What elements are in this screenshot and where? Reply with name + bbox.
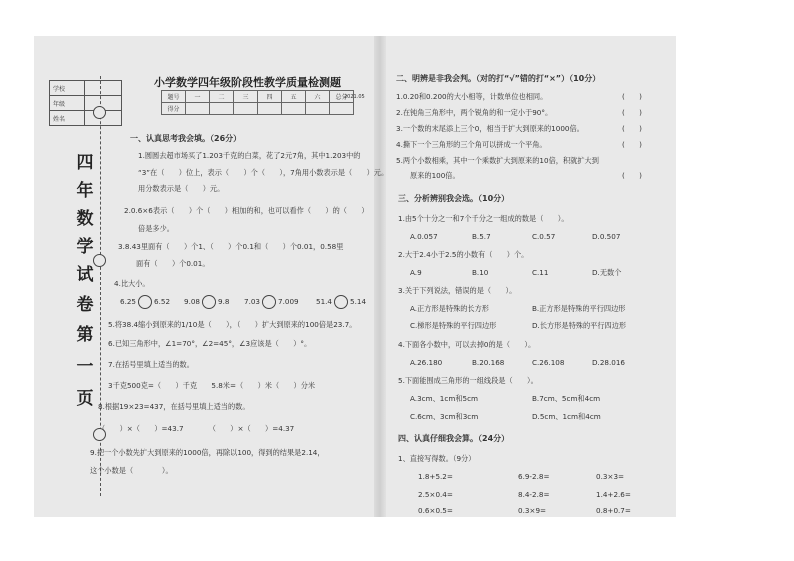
choice-option[interactable]: A.0.057 — [410, 232, 438, 241]
exam-paper — [34, 36, 676, 517]
score-cell[interactable] — [282, 103, 306, 115]
calc-item: 2.5×0.4= — [418, 490, 453, 499]
judge-item: 1.0.20和0.200的大小相等，计数单位也相同。 — [396, 92, 548, 101]
side-char: 年 — [76, 181, 94, 201]
score-head: 总分 — [330, 91, 354, 103]
answer-paren[interactable]: ( ) — [622, 124, 642, 133]
choice-option[interactable]: D.长方形是特殊的平行四边形 — [532, 321, 627, 330]
score-cell[interactable] — [258, 103, 282, 115]
compare-circle-icon[interactable] — [202, 295, 216, 309]
choice-question: 3.关于下列说法，错误的是（ ）。 — [398, 286, 517, 295]
question-text: 1.圆圆去超市场买了1.203千克的白菜，花了2元7角，其中1.203中的 — [138, 151, 361, 160]
score-cell[interactable] — [210, 103, 234, 115]
calc-item: 8.4-2.8= — [518, 490, 550, 499]
choice-option[interactable]: A.3cm、1cm和5cm — [410, 394, 479, 403]
judge-item: 4.撕下一个三角形的三个角可以拼成一个平角。 — [396, 140, 547, 149]
question-text: 5.将38.4缩小到原来的1/10是（ ），（ ）扩大到原来的100倍是23.7。 — [108, 320, 357, 329]
compare-item — [244, 295, 299, 309]
choice-option[interactable]: C.梯形是特殊的平行四边形 — [410, 321, 497, 330]
question-text: （ ）×（ ）=43.7 （ ）×（ ）=4.37 — [98, 424, 295, 433]
choice-option[interactable]: A.正方形是特殊的长方形 — [410, 304, 489, 313]
compare-item — [316, 295, 366, 309]
compare-value: 5.14 — [350, 297, 367, 306]
compare-value: 9.08 — [184, 297, 201, 306]
choice-option[interactable]: A.9 — [410, 268, 422, 277]
exam-title: 小学数学四年级阶段性教学质量检测题 — [154, 76, 341, 89]
compare-circle-icon[interactable] — [138, 295, 152, 309]
question-text: 用分数表示是（ ）元。 — [138, 184, 225, 193]
answer-paren[interactable]: ( ) — [622, 140, 642, 149]
compare-value: 51.4 — [316, 297, 333, 306]
judge-item: 原来的100倍。 — [410, 171, 460, 180]
calc-item: 0.6×0.5= — [418, 506, 453, 515]
choice-option[interactable]: B.10 — [472, 268, 489, 277]
choice-option[interactable]: C.11 — [532, 268, 549, 277]
choice-option[interactable]: B.7cm、5cm和4cm — [532, 394, 601, 403]
answer-paren[interactable]: ( ) — [622, 108, 642, 117]
question-text: 面有（ ）个0.01。 — [136, 259, 210, 268]
question-text: “3”在（ ）位上，表示（ ）个（ ），7角用小数表示是（ ）元。 — [138, 168, 389, 177]
section2-heading: 二、明辨是非我会判。（对的打“√”错的打“×”）（10分） — [396, 74, 601, 83]
side-char: 第 — [76, 325, 94, 345]
compare-value: 9.8 — [218, 297, 230, 306]
choice-option[interactable]: C.6cm、3cm和3cm — [410, 412, 479, 421]
score-head: 六 — [306, 91, 330, 103]
score-head: 三 — [234, 91, 258, 103]
calc-item: 0.8+0.7= — [596, 506, 631, 515]
score-head: 四 — [258, 91, 282, 103]
school-label: 学校 — [50, 81, 85, 96]
judge-item: 2.在钝角三角形中，两个锐角的和一定小于90°。 — [396, 108, 553, 117]
compare-item — [184, 295, 229, 309]
side-char: 数 — [76, 209, 94, 229]
calc-item: 0.3×3= — [596, 472, 625, 481]
choice-question: 5.下面能围成三角形的一组线段是（ ）。 — [398, 376, 538, 385]
score-cell[interactable] — [234, 103, 258, 115]
score-head: 题号 — [162, 91, 186, 103]
choice-question: 2.大于2.4小于2.5的小数有（ ）个。 — [398, 250, 529, 259]
choice-option[interactable]: D.无数个 — [592, 268, 622, 277]
choice-option[interactable]: B.20.168 — [472, 358, 505, 367]
compare-value: 7.009 — [278, 297, 299, 306]
question-text: 7.在括号里填上适当的数。 — [108, 360, 194, 369]
binding-hole-icon — [93, 254, 106, 267]
score-head: 一 — [186, 91, 210, 103]
score-row-label: 得分 — [162, 103, 186, 115]
school-field[interactable] — [85, 81, 122, 96]
side-char: 一 — [76, 357, 94, 377]
section1-heading: 一、认真思考我会填。（26分） — [130, 134, 242, 143]
choice-option[interactable]: D.5cm、1cm和4cm — [532, 412, 601, 421]
score-head: 五 — [282, 91, 306, 103]
choice-question: 4.下面各小数中，可以去掉0的是（ ）。 — [398, 340, 536, 349]
choice-option[interactable]: C.26.108 — [532, 358, 565, 367]
side-char: 卷 — [76, 295, 94, 315]
question-text: 6.已知三角形中，∠1=70°，∠2=45°，∠3应该是（ ）°。 — [108, 339, 312, 348]
choice-option[interactable]: B.正方形是特殊的平行四边形 — [532, 304, 626, 313]
page-fold — [374, 36, 386, 517]
side-char: 页 — [76, 389, 94, 409]
question-text: 4.比大小。 — [114, 279, 150, 288]
choice-option[interactable]: D.0.507 — [592, 232, 621, 241]
compare-value: 7.03 — [244, 297, 261, 306]
side-char: 试 — [76, 265, 94, 285]
calc-item: 1.8+5.2= — [418, 472, 453, 481]
score-cell[interactable] — [186, 103, 210, 115]
compare-circle-icon[interactable] — [334, 295, 348, 309]
compare-circle-icon[interactable] — [262, 295, 276, 309]
judge-item: 3.一个数的末尾添上三个0，相当于扩大到原来的1000倍。 — [396, 124, 584, 133]
side-char: 四 — [76, 153, 94, 173]
name-label: 姓名 — [50, 111, 85, 126]
judge-item: 5.两个小数相乘，其中一个乘数扩大到原来的10倍，积就扩大到 — [396, 156, 599, 165]
binding-hole-icon — [93, 106, 106, 119]
exam-date: 2021.05 — [344, 94, 365, 100]
calc-item: 1.4+2.6= — [596, 490, 631, 499]
choice-option[interactable]: D.28.016 — [592, 358, 625, 367]
section4-heading: 四、认真仔细我会算。（24分） — [398, 434, 510, 443]
choice-option[interactable]: A.26.180 — [410, 358, 443, 367]
compare-value: 6.52 — [154, 297, 171, 306]
answer-paren[interactable]: ( ) — [622, 171, 642, 180]
question-text: 8.根据19×23=437，在括号里填上适当的数。 — [98, 402, 250, 411]
section4-subheading: 1、直接写得数。（9分） — [398, 454, 476, 463]
question-text: 3千克500克=（ ）千克 5.8米=（ ）米（ ）分米 — [108, 381, 316, 390]
question-text: 倍是多少。 — [138, 224, 174, 233]
score-cell[interactable] — [330, 103, 354, 115]
section3-heading: 三、分析辨别我会选。（10分） — [398, 194, 510, 203]
score-head: 二 — [210, 91, 234, 103]
question-text: 2.0.6×6表示（ ）个（ ）相加的和，也可以看作（ ）的（ ） — [124, 206, 369, 215]
grade-label: 年级 — [50, 96, 85, 111]
choice-option[interactable]: C.0.57 — [532, 232, 556, 241]
question-text: 9.把一个小数先扩大到原来的1000倍，再除以100，得到的结果是2.14， — [90, 448, 325, 457]
compare-value: 6.25 — [120, 297, 137, 306]
calc-item: 6.9-2.8= — [518, 472, 550, 481]
calc-item: 0.3×9= — [518, 506, 547, 515]
answer-paren[interactable]: ( ) — [622, 92, 642, 101]
score-cell[interactable] — [306, 103, 330, 115]
student-info-table — [49, 80, 122, 126]
compare-item — [120, 295, 170, 309]
choice-option[interactable]: B.5.7 — [472, 232, 491, 241]
choice-question: 1.由5个十分之一和7个千分之一组成的数是（ ）。 — [398, 214, 569, 223]
question-text: 这个小数是（ ）。 — [90, 466, 173, 475]
score-table — [161, 90, 354, 115]
side-char: 学 — [76, 237, 94, 257]
question-text: 3.8.43里面有（ ）个1、（ ）个0.1和（ ）个0.01，0.58里 — [118, 242, 344, 251]
